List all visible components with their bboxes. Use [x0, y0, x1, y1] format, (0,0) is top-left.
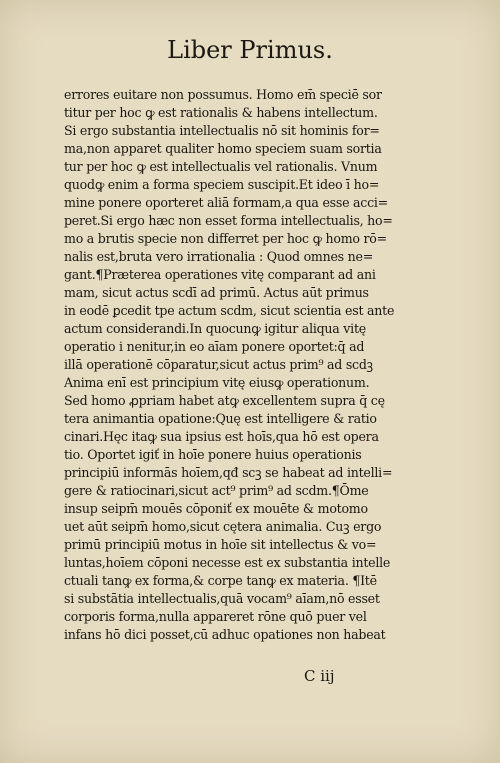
text-line: mam, sicut actus scdī ad primū. Actus aūt primus	[64, 285, 369, 300]
text-line: actum considerandi.In quocunꝙ igitur aliqua vitę	[64, 321, 366, 336]
text-line: in eodē ꝑcedit tpe actum scdm, sicut scientia est ante	[64, 303, 395, 318]
text-line: tur per hoc ꝙ est intellectualis vel rationalis. Vnum	[64, 159, 378, 174]
signature-mark: C iij	[304, 667, 335, 685]
text-line: ma,non apparet qualiter homo speciem suam sortia	[64, 141, 382, 156]
text-line: mo a brutis specie non differret per hoc ꝙ homo rō=	[64, 231, 387, 246]
running-header: Liber Primus.	[167, 36, 333, 64]
text-line: operatio i nenitur,in eo aīam ponere oportet:q̄ ad	[64, 339, 365, 354]
text-line: gere & ratiocinari,sicut act⁹ prim⁹ ad scdm.¶Ōme	[64, 483, 369, 498]
text-line: ctuali tanꝙ ex forma,& corpe tanꝙ ex materia. ¶Itē	[64, 573, 377, 588]
text-line: luntas,hoīem cōponi necesse est ex substantia intelle	[64, 555, 391, 570]
text-line: si substātia intellectualis,quā vocam⁹ aīam,nō esset	[64, 591, 380, 606]
text-line: quodꝙ enim a forma speciem suscipit.Et ideo ī ho=	[64, 177, 380, 192]
text-line: nalis est,bruta vero irrationalia : Quod omnes ne=	[64, 249, 373, 264]
body-text	[64, 86, 438, 644]
text-line: tio. Oportet igiť in hoīe ponere huius operationis	[64, 447, 362, 462]
text-line: illā operationē cōparatur,sicut actus prim⁹ ad scdꝫ	[64, 357, 373, 372]
text-line: principiū informās hoīem,qđ scꝫ se habeat ad intelli=	[64, 465, 393, 480]
text-line: titur per hoc ꝙ est rationalis & habens intellectum.	[64, 105, 378, 120]
text-line: peret.Si ergo hæc non esset forma intellectualis, ho=	[64, 213, 393, 228]
text-line: primū principiū motus in hoīe sit intellectus & vo=	[64, 537, 377, 552]
text-line: mine ponere oporteret aliā formam,a qua esse acci=	[64, 195, 388, 210]
text-line: tera animantia opatione:Quę est intelligere & ratio	[64, 411, 377, 426]
text-line: infans hō dici posset,cū adhuc opationes non habeat	[64, 627, 386, 642]
text-line: insup seipm̄ mouēs cōponiť ex mouēte & motomo	[64, 501, 368, 516]
text-line: uet aūt seipm̄ homo,sicut cętera animalia. Cuꝫ ergo	[64, 519, 382, 534]
text-line: corporis forma,nulla appareret rōne quō puer vel	[64, 609, 367, 624]
text-line: Anima enī est principium vitę eiusꝙ operationum.	[64, 375, 370, 390]
text-line: Si ergo substantia intellectualis nō sit hominis for=	[64, 123, 380, 138]
text-line: gant.¶Præterea operationes vitę comparant ad ani	[64, 267, 376, 282]
text-line: errores euitare non possumus. Homo em̄ speciē sor	[64, 87, 382, 102]
text-line: Sed homo ꝓpriam habet atꝙ excellentem supra q̄ cę	[64, 393, 385, 408]
text-line: cinari.Hęc itaꝙ sua ipsius est hoīs,qua hō est opera	[64, 429, 379, 444]
